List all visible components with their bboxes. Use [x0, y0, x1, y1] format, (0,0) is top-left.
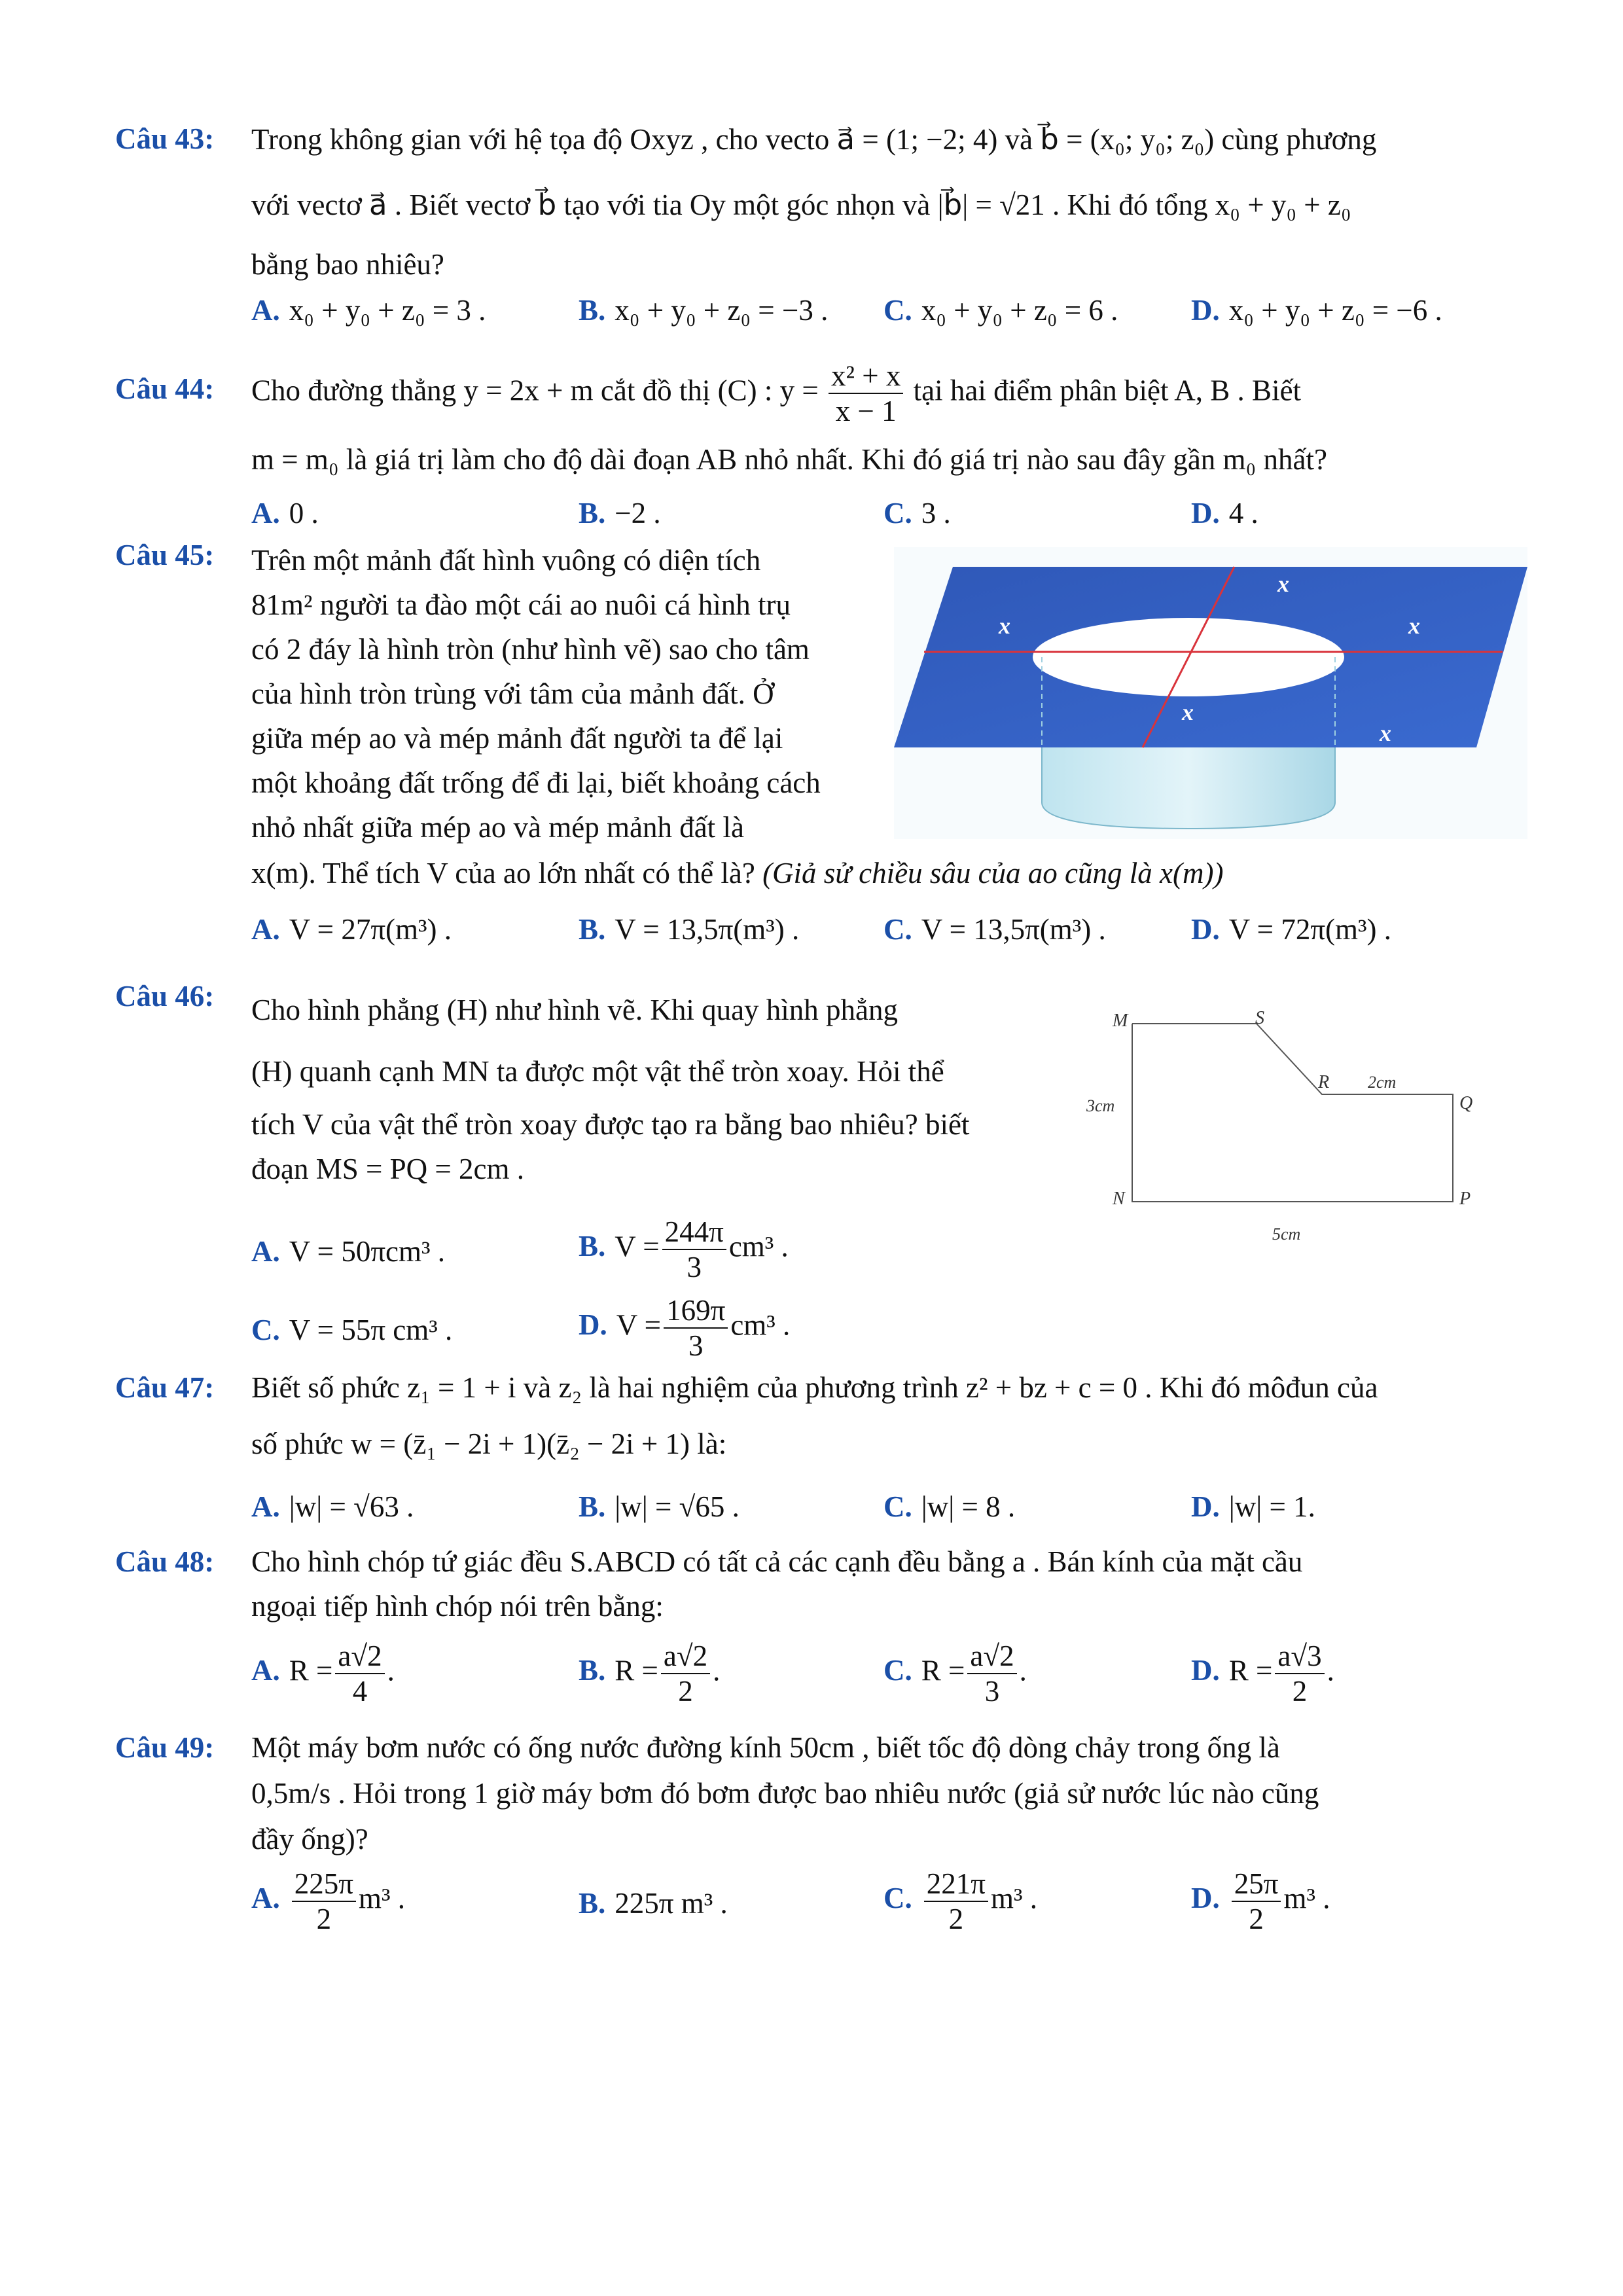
vertex-r: R — [1318, 1072, 1330, 1092]
option-d[interactable]: D. |w| = 1. — [1191, 1490, 1315, 1523]
option-c[interactable]: C. $\frac{221\pi}{2}$ m³ . — [883, 1867, 1037, 1935]
fraction: $\frac{a√2}{2}$ — [661, 1639, 710, 1708]
answer-options — [251, 1639, 1499, 1724]
option-b[interactable]: B. 225π m³ . — [579, 1887, 728, 1920]
option-d[interactable]: D. V = $\frac{169\pi}{3}$ cm³ . — [579, 1294, 791, 1362]
answer-options — [251, 496, 1499, 542]
answer-options-row1 — [251, 1215, 1499, 1306]
fraction: $\frac{221\pi}{2}$ — [924, 1867, 988, 1936]
label-x: x — [1182, 699, 1194, 725]
question-label: Câu 49: — [115, 1731, 215, 1764]
length-np: 5cm — [1272, 1225, 1301, 1244]
question-text: m = m₀ là giá trị làm cho độ dài đoạn AB nhỏ nhất. Khi đó giá trị nào sau đây gần m₀ nhất? — [251, 443, 1327, 476]
fraction: $\frac{a√2}{3}$ — [967, 1639, 1016, 1708]
fraction: $\frac{a√3}{2}$ — [1275, 1639, 1324, 1708]
fraction: $\frac{\text{x² + x}}{x - 1}$ — [829, 359, 903, 428]
option-a[interactable]: A. V = 50πcm³ . — [251, 1235, 445, 1268]
vertex-p: P — [1459, 1189, 1471, 1209]
option-a[interactable]: A. R = $\frac{a√2}{4}$ . — [251, 1640, 395, 1708]
question-label: Câu 47: — [115, 1371, 215, 1404]
answer-options — [251, 1490, 1499, 1535]
shape-outline — [1132, 1024, 1453, 1202]
length-rq: 2cm — [1368, 1073, 1397, 1092]
question-text: Cho hình chóp tứ giác đều S.ABCD có tất cả các cạnh đều bằng a . Bán kính của mặt cầu — [251, 1545, 1303, 1578]
question-text: Trong không gian với hệ tọa độ Oxyz , cho vecto a⃗ = (1; −2; 4) và b⃗ = (x₀; y₀; z₀) cùng phương — [251, 123, 1377, 156]
option-d[interactable]: D. $\frac{25\pi}{2}$ m³ . — [1191, 1867, 1330, 1935]
option-d[interactable]: D. x₀ + y₀ + z₀ = −6 . — [1191, 294, 1442, 327]
shape-h-figure — [1086, 1008, 1479, 1250]
question-label: Câu 48: — [115, 1545, 215, 1578]
option-c[interactable]: C. x₀ + y₀ + z₀ = 6 . — [883, 294, 1118, 327]
question-text: số phức w = (z̄₁ − 2i + 1)(z̄₂ − 2i + 1) là: — [251, 1427, 727, 1460]
option-c[interactable]: C. V = 13,5π(m³) . — [883, 913, 1106, 946]
option-d[interactable]: D. R = $\frac{a√3}{2}$ . — [1191, 1640, 1334, 1708]
fraction: $\frac{225\pi}{2}$ — [292, 1867, 356, 1936]
question-text: ngoại tiếp hình chóp nói trên bằng: — [251, 1590, 664, 1623]
label-x: x — [999, 613, 1010, 639]
fraction: $\frac{25\pi}{2}$ — [1232, 1867, 1281, 1936]
question-text: Biết số phức z₁ = 1 + i và z₂ là hai nghiệm của phương trình z² + bz + c = 0 . Khi đó môđun của — [251, 1371, 1378, 1404]
question-text: Cho đường thẳng y = 2x + m cắt đồ thị (C) : y = $\frac{\text{x² + x}}{x - 1}$ tại hai điểm phân biệt A, B . Biết — [251, 359, 1302, 427]
label-x: x — [1408, 613, 1420, 639]
option-c[interactable]: C. |w| = 8 . — [883, 1490, 1016, 1523]
option-b[interactable]: B. V = 13,5π(m³) . — [579, 913, 800, 946]
question-text-block: Cho hình phẳng (H) như hình vẽ. Khi quay hình phẳng (H) quanh cạnh MN ta được một vật thể tròn xoay. Hỏi thể tích V của vật thể tròn xoay được tạo ra bằng bao nhiêu? biết đoạn MS = PQ = 2cm . — [251, 994, 970, 1185]
question-text: với vectơ a⃗ . Biết vectơ b⃗ tạo với tia Oy một góc nhọn và |b⃗| = √21 . Khi đó tổng x₀ + y₀ + z₀ — [251, 188, 1351, 221]
option-a[interactable]: A. 0 . — [251, 497, 319, 529]
option-c[interactable]: C. V = 55π cm³ . — [251, 1314, 453, 1346]
option-b[interactable]: B. R = $\frac{a√2}{2}$ . — [579, 1640, 721, 1708]
option-b[interactable]: B. V = $\frac{244\pi}{3}$ cm³ . — [579, 1215, 789, 1283]
option-d[interactable]: D. V = 72π(m³) . — [1191, 913, 1391, 946]
question-label: Câu 46: — [115, 980, 215, 1013]
option-c[interactable]: C. R = $\frac{a√2}{3}$ . — [883, 1640, 1027, 1708]
question-text: x(m). Thể tích V của ao lớn nhất có thể là? (Giả sử chiều sâu của ao cũng là x(m)) — [251, 857, 1224, 889]
question-text: bằng bao nhiêu? — [251, 248, 444, 281]
option-b[interactable]: B. −2 . — [579, 497, 661, 529]
vertex-q: Q — [1459, 1093, 1473, 1113]
answer-options — [251, 1867, 1499, 1952]
option-a[interactable]: A. V = 27π(m³) . — [251, 913, 452, 946]
label-x: x — [1277, 571, 1289, 597]
question-text: đầy ống)? — [251, 1823, 368, 1856]
vertex-m: M — [1113, 1011, 1128, 1031]
option-a[interactable]: A. $\frac{225\pi}{2}$ m³ . — [251, 1867, 405, 1935]
option-c[interactable]: C. 3 . — [883, 497, 951, 529]
vertex-s: S — [1255, 1008, 1264, 1028]
option-d[interactable]: D. 4 . — [1191, 497, 1258, 529]
fraction: $\frac{244\pi}{3}$ — [662, 1215, 726, 1284]
answer-options — [251, 293, 1499, 339]
option-a[interactable]: A. |w| = √63 . — [251, 1490, 414, 1523]
question-text: 0,5m/s . Hỏi trong 1 giờ máy bơm đó bơm được bao nhiêu nước (giả sử nước lúc nào cũng — [251, 1777, 1319, 1810]
length-mn: 3cm — [1086, 1096, 1115, 1115]
option-b[interactable]: B. |w| = √65 . — [579, 1490, 740, 1523]
question-label: Câu 43: — [115, 122, 215, 155]
question-label: Câu 45: — [115, 539, 215, 571]
option-a[interactable]: A. x₀ + y₀ + z₀ = 3 . — [251, 294, 486, 327]
option-b[interactable]: B. x₀ + y₀ + z₀ = −3 . — [579, 294, 829, 327]
question-label: Câu 44: — [115, 372, 215, 405]
question-text-block: Trên một mảnh đất hình vuông có diện tích 81m² người ta đào một cái ao nuôi cá hình trụ có 2 đáy là hình tròn (như hình vẽ) sao cho tâm của hình tròn trùng với tâm của mảnh đất. Ở giữa mép ao và mép mảnh đất người ta để lại một khoảng đất trống để đi lại, biết khoảng cách nhỏ nhất giữa mép ao và mép mảnh đất là — [251, 544, 821, 844]
label-x: x — [1380, 720, 1391, 746]
fraction: $\frac{169\pi}{3}$ — [664, 1293, 728, 1363]
question-text: Một máy bơm nước có ống nước đường kính 50cm , biết tốc độ dòng chảy trong ống là — [251, 1731, 1280, 1764]
vertex-n: N — [1113, 1189, 1125, 1209]
pond-figure — [894, 547, 1527, 839]
fraction: $\frac{a√2}{4}$ — [335, 1639, 384, 1708]
answer-options — [251, 912, 1499, 958]
